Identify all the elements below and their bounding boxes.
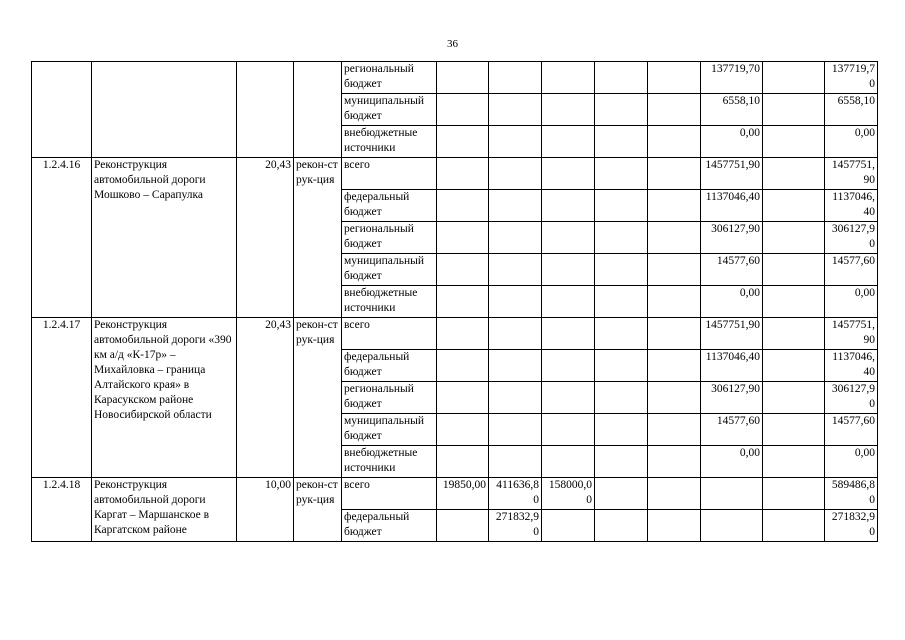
amount-cell [437,414,489,446]
amount-cell [763,62,825,94]
amount-cell: 0,00 [701,446,763,478]
funding-source-cell: муниципальный бюджет [342,94,437,126]
funding-source-cell: внебюджетные источники [342,286,437,318]
project-code-cell: 1.2.4.17 [32,318,92,478]
amount-cell [595,286,648,318]
amount-cell [489,94,542,126]
amount-cell [595,190,648,222]
total-amount-cell: 0,00 [825,446,878,478]
amount-cell [763,318,825,350]
amount-cell: 6558,10 [701,94,763,126]
amount-cell [542,446,595,478]
amount-cell: 306127,90 [701,222,763,254]
funding-source-cell: всего [342,318,437,350]
amount-cell [437,318,489,350]
total-amount-cell: 14577,60 [825,414,878,446]
amount-cell: 411636,80 [489,478,542,510]
project-length-cell: 20,43 [237,158,294,318]
total-amount-cell: 1137046,40 [825,190,878,222]
total-amount-cell: 6558,10 [825,94,878,126]
amount-cell [542,382,595,414]
amount-cell [763,126,825,158]
amount-cell [763,254,825,286]
project-name-cell [92,62,237,158]
amount-cell [542,222,595,254]
amount-cell [595,126,648,158]
amount-cell [648,510,701,542]
amount-cell: 137719,70 [701,62,763,94]
amount-cell [542,126,595,158]
amount-cell [648,478,701,510]
table-row [32,318,878,350]
amount-cell [595,446,648,478]
amount-cell [595,478,648,510]
total-amount-cell: 306127,90 [825,382,878,414]
amount-cell [648,94,701,126]
amount-cell [595,414,648,446]
amount-cell [489,446,542,478]
work-type-cell: рекон-струк-ция [294,478,342,542]
project-length-cell: 20,43 [237,318,294,478]
amount-cell: 158000,00 [542,478,595,510]
funding-source-cell: внебюджетные источники [342,126,437,158]
amount-cell [763,94,825,126]
amount-cell [542,158,595,190]
amount-cell: 0,00 [701,286,763,318]
amount-cell [542,510,595,542]
amount-cell [437,126,489,158]
amount-cell [489,382,542,414]
amount-cell [489,350,542,382]
amount-cell [763,414,825,446]
amount-cell: 14577,60 [701,414,763,446]
amount-cell: 271832,90 [489,510,542,542]
amount-cell [437,222,489,254]
amount-cell [648,382,701,414]
amount-cell [542,254,595,286]
amount-cell [648,190,701,222]
amount-cell: 306127,90 [701,382,763,414]
total-amount-cell: 0,00 [825,126,878,158]
project-code-cell [32,62,92,158]
amount-cell [437,286,489,318]
project-length-cell [237,62,294,158]
amount-cell [648,254,701,286]
funding-source-cell: федеральный бюджет [342,190,437,222]
amount-cell [489,126,542,158]
project-length-cell: 10,00 [237,478,294,542]
amount-cell: 14577,60 [701,254,763,286]
amount-cell [763,222,825,254]
amount-cell [542,62,595,94]
amount-cell [595,510,648,542]
amount-cell [542,190,595,222]
funding-source-cell: внебюджетные источники [342,446,437,478]
amount-cell: 1457751,90 [701,318,763,350]
amount-cell [763,510,825,542]
amount-cell [489,222,542,254]
funding-source-cell: всего [342,478,437,510]
amount-cell [437,62,489,94]
total-amount-cell: 14577,60 [825,254,878,286]
funding-source-cell: региональный бюджет [342,382,437,414]
amount-cell [437,254,489,286]
amount-cell [542,286,595,318]
total-amount-cell: 306127,90 [825,222,878,254]
amount-cell [701,510,763,542]
total-amount-cell: 0,00 [825,286,878,318]
funding-source-cell: региональный бюджет [342,62,437,94]
amount-cell: 1137046,40 [701,350,763,382]
amount-cell [763,158,825,190]
table-row [32,158,878,190]
funding-source-cell: муниципальный бюджет [342,414,437,446]
funding-source-cell: муниципальный бюджет [342,254,437,286]
amount-cell [595,222,648,254]
amount-cell [763,446,825,478]
amount-cell [648,222,701,254]
amount-cell [701,478,763,510]
amount-cell [437,382,489,414]
amount-cell [489,254,542,286]
funding-source-cell: региональный бюджет [342,222,437,254]
amount-cell [763,478,825,510]
table-row [32,62,878,94]
amount-cell [648,414,701,446]
amount-cell [595,62,648,94]
amount-cell [437,446,489,478]
project-name-cell: Реконструкция автомобильной дороги «390 км а/д «К-17р» – Михайловка – граница Алтайского края» в Карасукском районе Новосибирской области [92,318,237,478]
amount-cell [595,382,648,414]
amount-cell [595,350,648,382]
amount-cell [489,62,542,94]
total-amount-cell: 137719,70 [825,62,878,94]
table-row [32,478,878,510]
amount-cell [489,318,542,350]
amount-cell [648,318,701,350]
amount-cell [489,414,542,446]
project-name-cell: Реконструкция автомобильной дороги Каргат – Маршанское в Каргатском районе [92,478,237,542]
amount-cell [489,158,542,190]
amount-cell [648,126,701,158]
project-code-cell: 1.2.4.16 [32,158,92,318]
amount-cell [648,286,701,318]
amount-cell [489,190,542,222]
total-amount-cell: 589486,80 [825,478,878,510]
table-body [32,62,878,542]
amount-cell [437,190,489,222]
work-type-cell: рекон-струк-ция [294,318,342,478]
total-amount-cell: 271832,90 [825,510,878,542]
amount-cell [763,190,825,222]
amount-cell [595,158,648,190]
amount-cell [763,382,825,414]
amount-cell: 0,00 [701,126,763,158]
amount-cell [542,94,595,126]
amount-cell [437,510,489,542]
amount-cell [648,350,701,382]
page-number: 36 [447,38,458,50]
total-amount-cell: 1457751,90 [825,158,878,190]
amount-cell [595,94,648,126]
funding-source-cell: всего [342,158,437,190]
amount-cell [648,158,701,190]
total-amount-cell: 1137046,40 [825,350,878,382]
funding-source-cell: федеральный бюджет [342,350,437,382]
project-name-cell: Реконструкция автомобильной дороги Мошково – Сарапулка [92,158,237,318]
amount-cell [437,94,489,126]
amount-cell [595,254,648,286]
amount-cell [648,446,701,478]
project-code-cell: 1.2.4.18 [32,478,92,542]
amount-cell: 19850,00 [437,478,489,510]
amount-cell [763,286,825,318]
amount-cell [648,62,701,94]
amount-cell [437,350,489,382]
budget-table [31,61,878,542]
amount-cell: 1137046,40 [701,190,763,222]
amount-cell [595,318,648,350]
amount-cell [542,414,595,446]
work-type-cell: рекон-струк-ция [294,158,342,318]
amount-cell: 1457751,90 [701,158,763,190]
amount-cell [489,286,542,318]
work-type-cell [294,62,342,158]
amount-cell [542,350,595,382]
amount-cell [542,318,595,350]
funding-source-cell: федеральный бюджет [342,510,437,542]
amount-cell [763,350,825,382]
amount-cell [437,158,489,190]
total-amount-cell: 1457751,90 [825,318,878,350]
